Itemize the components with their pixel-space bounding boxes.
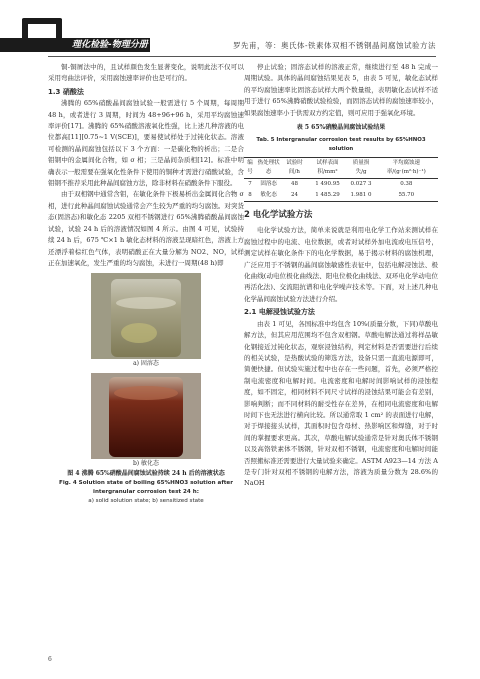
table-cell: 1 485.29: [315, 192, 340, 199]
results-table: [244, 157, 438, 202]
photo-sensitized: [91, 373, 201, 459]
table-cell: 24: [290, 192, 298, 199]
table-cell: 55.70: [398, 192, 415, 199]
table-cell: 敏化态: [260, 192, 277, 199]
table-header-row: [244, 158, 438, 179]
table-cell: 0.38: [400, 181, 413, 188]
photo-solid-solution: [91, 273, 201, 359]
section-heading: 2 电化学试验方法: [244, 210, 313, 221]
table-header-cell: 平均腐蚀速率/(g·(m²·h)⁻¹): [386, 160, 426, 176]
table-caption-cn: 表 5 65%硝酸晶间腐蚀试验结果: [296, 124, 386, 132]
header-rule: [48, 56, 436, 57]
table-header-cell: 热处理状态: [257, 160, 280, 176]
figure-caption-en: Fig. 4 Solution state of boiling 65%HNO3 solution after intergranular corrosion test 24 h:: [59, 480, 233, 496]
journal-name: 理化检验-物理分册: [72, 40, 148, 50]
table-cell: 48: [290, 181, 298, 188]
table-header-cell: 试样表面积/mm²: [316, 160, 339, 176]
table-header-cell: 质量损失/g: [352, 160, 370, 176]
page-number: 6: [48, 656, 52, 663]
table-cell: 7: [248, 181, 252, 188]
table-cell: 8: [248, 192, 252, 199]
right-column: [244, 62, 438, 490]
table-caption-en: Tab. 5 Intergranular corrosion test results by 65%HNO3 solution: [256, 137, 426, 153]
subfigure-a-label: a) 固溶态: [133, 360, 159, 368]
left-column: [48, 62, 244, 506]
paragraph: 电化学试验方法，简单来说就是利用电化学工作站来测试样在腐蚀过程中的电流、电位数据，或者对试样外加电流或电压信号，测定试样在敏化条件下的电化学数据，易于揭示材料的腐蚀机理，广泛应用于不锈钢的晶间腐蚀敏感性表征中，包括电解浸蚀法、极化曲线(动电位极化曲线法、阳电位极化曲线法、双环电化学动电位再活化法)、交流阻抗谱和电化学噪声技术等。下面，对上述几种电化学晶间腐蚀试验方法进行介绍。: [244, 226, 438, 303]
paragraph: 沸腾的 65%硝酸晶间腐蚀试验一般需进行 5 个周期，每周期 48 h，或者进行 3 周期，时间为 48+96+96 h，采用平均腐蚀速率评价[17]。沸腾的 65%硝酸溶液氧化性强，比上述几种溶液的电位都高[11][0.75~1 V(SCE)]，要易使试样处于过钝化状态。溶液可检测的晶间腐蚀包括以下 3 个方面：一是碳化物的析出；二是合钼钢中的金属间化合物，如 σ 相；三是晶间杂质相[12]。标准中明确表示一般需要在强氧化性条件下使用的铜种才需进行硝酸试验，含钼钢不推荐采用此种晶间腐蚀方法，除非材料在硝酸条件下服役。: [48, 99, 244, 188]
figure-4: [48, 273, 244, 506]
table-cell: 0.027 3: [350, 181, 372, 188]
paragraph: 由于双相钢中通常含钼，在敏化条件下极易析出金属间化合物 σ 相，进行此种晶间腐蚀试验通常会产生较为严重的均匀腐蚀。对突货态(固溶态)和敏化态 2205 双相不锈钢进行 65%沸腾硝酸晶间腐蚀试验，试验 24 h 后的溶液情况如图 4 所示。由图 4 可见，试验持续 24 h 后，675 ℃×1 h 敏化态材料的溶液呈现暗红色，溶液上方还漂浮着棕红色气体，表明硝酸正在大量分解为 NO2、NO，试样正在加速氧化，发生严重的均匀腐蚀，未进行一周期(48 h)即: [48, 190, 244, 267]
figure-caption-cn: 图 4 沸腾 65%硝酸晶间腐蚀试验持续 24 h 后的溶液状态: [67, 470, 225, 478]
table-header-cell: 编号: [247, 160, 253, 176]
table-cell: 固溶态: [260, 181, 277, 188]
paragraph: 由表 1 可见，各国标准中均包含 10%(质量分数，下同)草酸电解方法，但其应用范围均不包含双相钢。草酸电解法通过将样品敏化钢接近过钝化状态，观察浸蚀结构，判定材料是否需要进行后续的相关试验，是热酸试验的筛选方法，设备只需一直流电源即可，简便快捷。但试验实施过程中也存在一些问题，首先，必须严格控制电流密度和电解时间。电流密度和电解时间影响试样的浸蚀程度，如不固定，相同材料不同尺寸试样的浸蚀结果可能会有差别，影响判断；而不同材料的耐受性存在差异，在相同电流密度和电解时间下也无法进行横向比较。所以通常取 1 cm² 的表面进行电解，对于焊接接头试样，其面积时包含母材、热影响区和焊缝，对于时间的掌握要求更高。其次，草酸电解试验通常是针对奥氏体不锈钢以及高铬铁素体不锈钢，针对双相不锈钢，电流密度和电解时间能否照搬标准还需要进行大量试验来确定。ASTM A923—14 方法 A 是专门针对双相不锈钢的电解方法，溶液为质量分数为 28.6%的 NaOH: [244, 319, 438, 488]
page-header: [0, 0, 480, 58]
section-heading: 1.3 硝酸法: [48, 87, 84, 96]
table-cell: 1.981 0: [350, 192, 372, 199]
table-row: [244, 179, 438, 191]
paragraph: 停止试验；固溶态试样的溶液正常，继续进行至 48 h 完成一周期试验。具体的晶间腐蚀结果见表 5，由表 5 可见，敏化态试样的平均腐蚀速率比固溶态试样大两个数量级，表明敏化态试样不适用于进行 65%沸腾硝酸试验检验，而固溶态试样的腐蚀速率较小，如果腐蚀速率小于供需双方约定值，则可应用于强氧化环境。: [244, 63, 438, 117]
subfigure-b-label: b) 敏化态: [132, 460, 160, 468]
running-title: 罗先甫，等：奥氏体-铁素体双相不锈钢晶间腐蚀试验方法: [232, 41, 436, 50]
table-row: [244, 190, 438, 202]
subsection-heading: 2.1 电解浸蚀试验方法: [244, 308, 315, 317]
paragraph: 铜-铜屑法中的，且试样颜色发生显著变化，说明此法不仅可以采用弯曲法评价，采用腐蚀速率评价也是可行的。: [48, 63, 244, 83]
table-header-cell: 试验时间/h: [286, 160, 303, 176]
figure-caption-en-sub: a) solid solution state; b) sensitized state: [88, 498, 204, 505]
table-cell: 1 490.95: [315, 181, 340, 188]
